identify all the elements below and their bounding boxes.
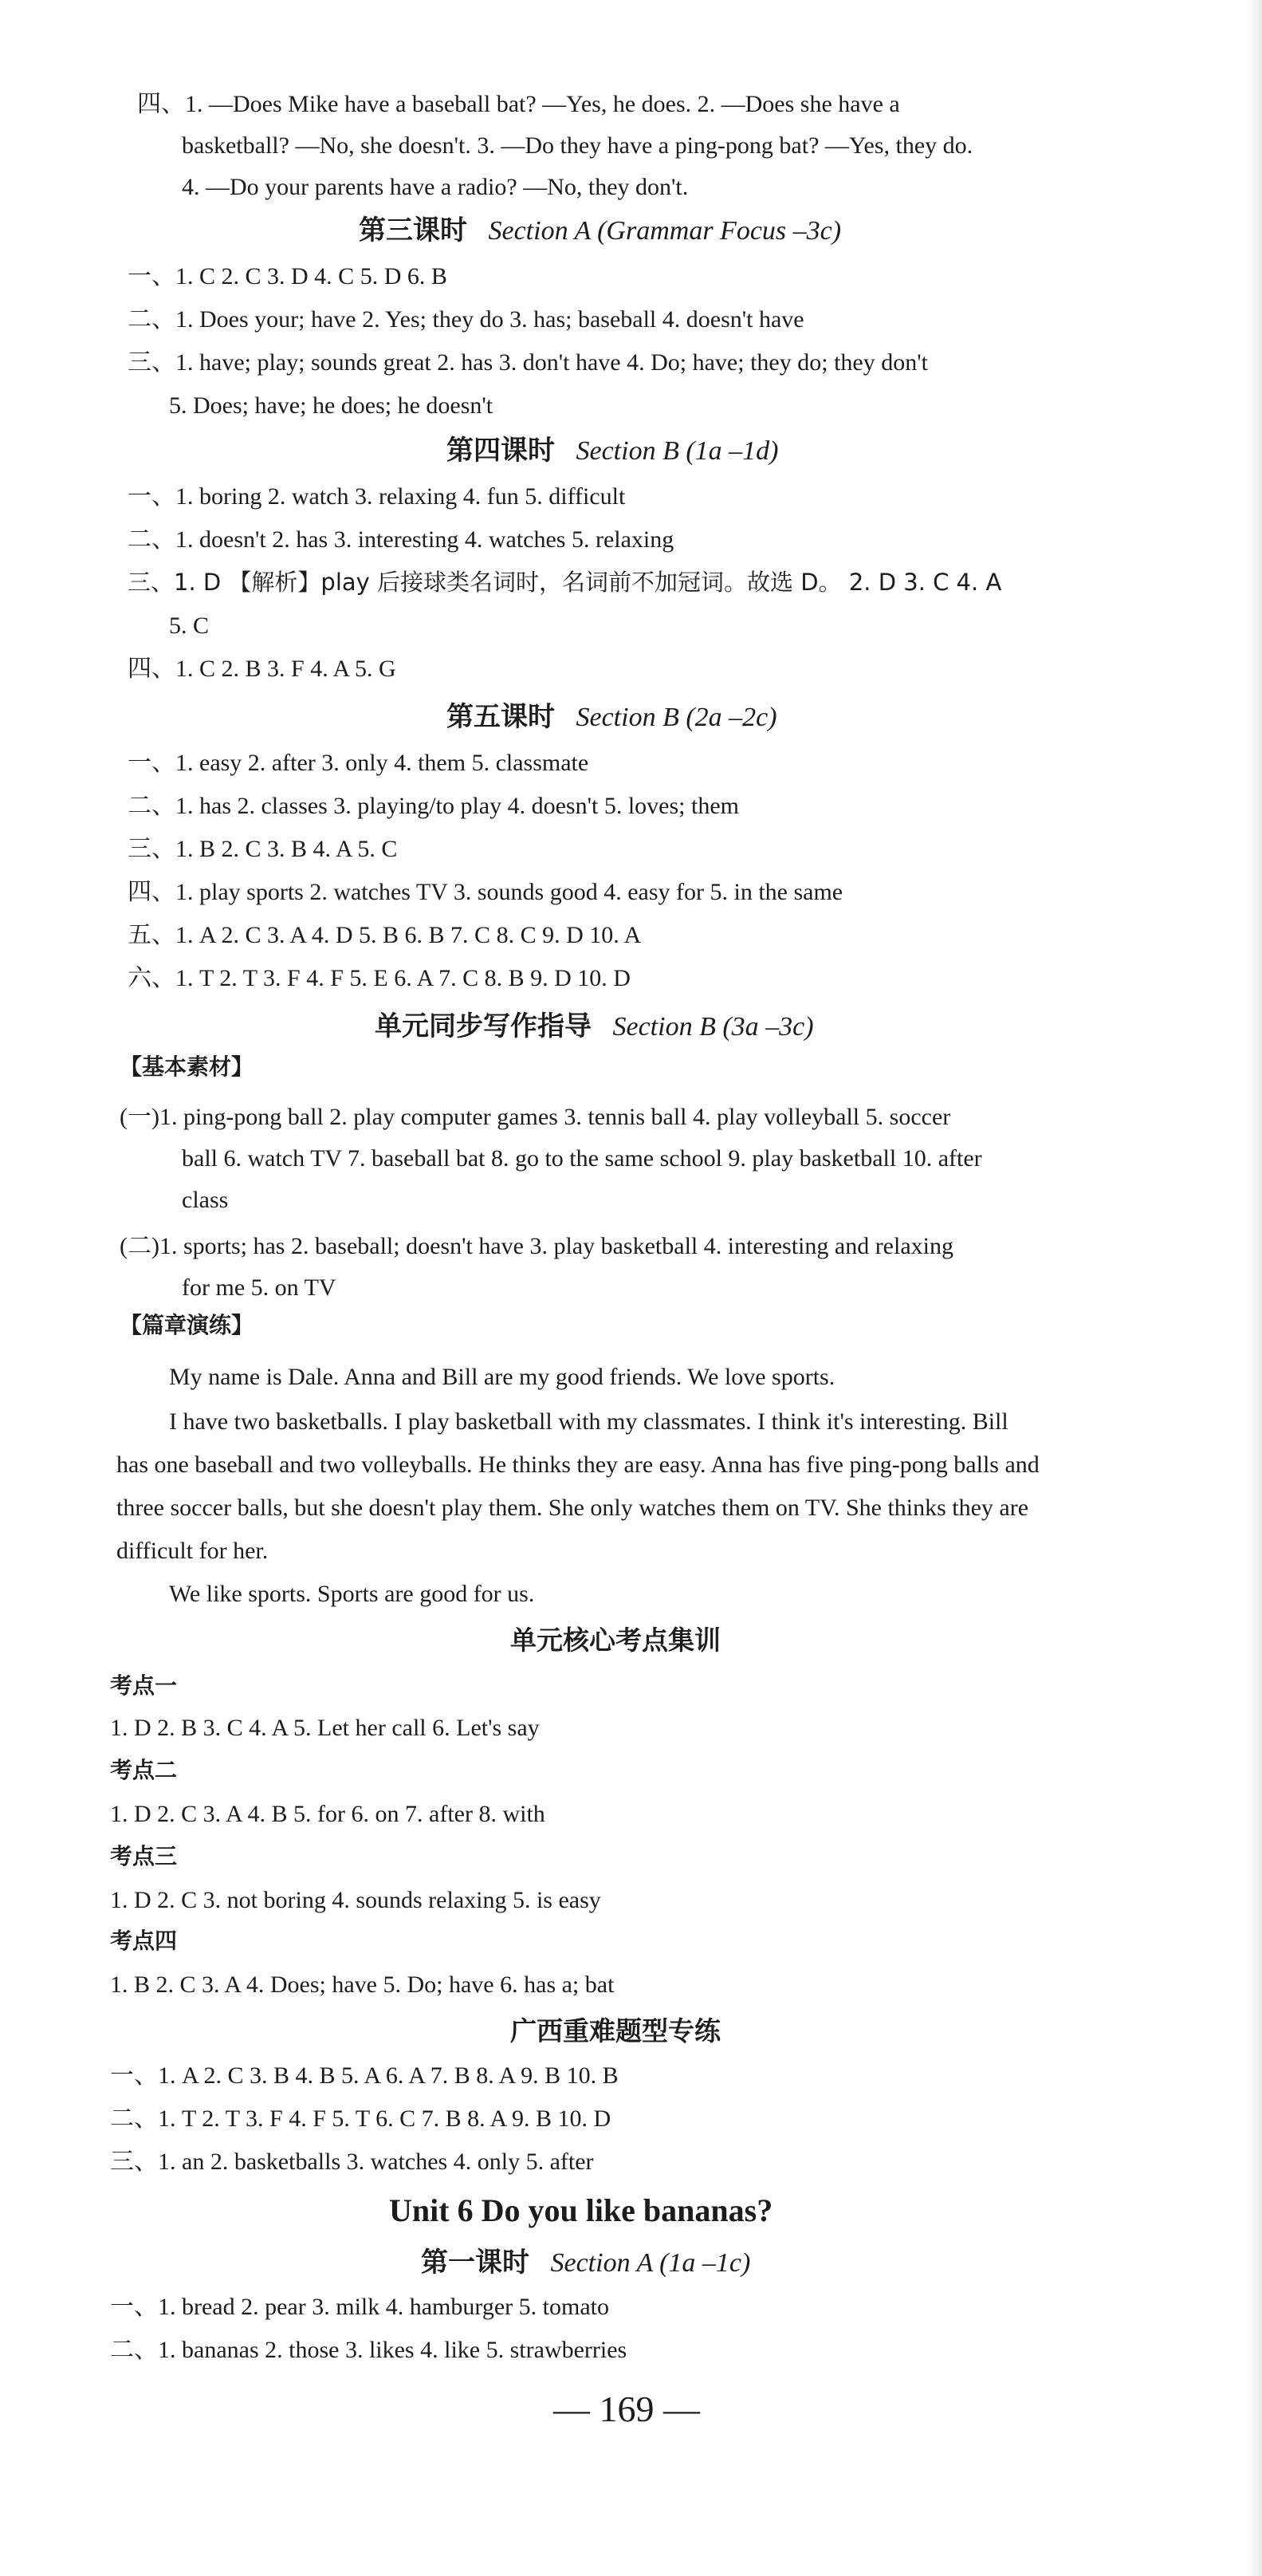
- essay-line-3: has one baseball and two volleyballs. He thinks they are easy. Anna has five ping-pong balls and: [116, 1451, 1040, 1478]
- lesson5-row-6: 六、1. T 2. T 3. F 4. F 5. E 6. A 7. C 8. B 9. D 10. D: [128, 965, 631, 991]
- page-edge-shadow: [1248, 0, 1262, 2576]
- writing-title-en: Section B (3a –3c): [612, 1012, 814, 1042]
- essay-line-5: difficult for her.: [116, 1538, 269, 1564]
- lesson5-title-en: Section B (2a –2c): [576, 703, 777, 732]
- lesson5-row-2: 二、1. has 2. classes 3. playing/to play 4. doesn't 5. loves; them: [128, 793, 739, 819]
- sec4-line-2: basketball? —No, she doesn't. 3. —Do they have a ping-pong bat? —Yes, they do.: [182, 132, 973, 159]
- sec4-line-3: 4. —Do your parents have a radio? —No, they don't.: [182, 174, 689, 200]
- lesson4-title-cn: 第四课时: [446, 435, 555, 467]
- page-number: — 169 —: [553, 2389, 700, 2429]
- core-point-1: 1. D 2. B 3. C 4. A 5. Let her call 6. Let's say: [110, 1715, 540, 1741]
- unit6-lesson1-title-cn: 第一课时: [421, 2247, 529, 2279]
- core-point-3-label: 考点三: [110, 1843, 178, 1869]
- unit6-lesson1-heading: [421, 2249, 750, 2277]
- guangxi-row-3: 三、1. an 2. basketballs 3. watches 4. only 5. after: [110, 2149, 594, 2175]
- lesson3-heading: [359, 217, 841, 245]
- guangxi-heading: 广西重难题型专练: [510, 2015, 721, 2046]
- lesson3-title-en: Section A (Grammar Focus –3c): [488, 216, 842, 246]
- essay-line-2: I have two basketballs. I play basketball with my classmates. I think it's interesting. Bill: [169, 1408, 1008, 1435]
- core-heading: 单元核心考点集训: [510, 1625, 721, 1656]
- writing-heading: [375, 1010, 814, 1042]
- essay-line-1: My name is Dale. Anna and Bill are my good friends. We love sports.: [169, 1364, 835, 1390]
- unit6-lesson1-title-en: Section A (1a –1c): [550, 2248, 751, 2278]
- writing-title-cn: 单元同步写作指导: [375, 1010, 592, 1042]
- core-point-2-label: 考点二: [110, 1757, 178, 1783]
- lesson4-heading: [446, 437, 779, 465]
- lesson5-row-4: 四、1. play sports 2. watches TV 3. sounds good 4. easy for 5. in the same: [128, 879, 843, 905]
- unit6-row-2: 二、1. bananas 2. those 3. likes 4. like 5. strawberries: [110, 2337, 627, 2363]
- lesson5-title-cn: 第五课时: [446, 701, 555, 733]
- core-point-2: 1. D 2. C 3. A 4. B 5. for 6. on 7. after 8. with: [110, 1801, 545, 1827]
- unit6-title: Unit 6 Do you like bananas?: [389, 2192, 773, 2228]
- basic-line-3: class: [182, 1187, 229, 1213]
- lesson3-row-2: 二、1. Does your; have 2. Yes; they do 3. has; baseball 4. doesn't have: [128, 306, 804, 333]
- lesson4-title-en: Section B (1a –1d): [576, 436, 779, 466]
- basic-material-tag: 【基本素材】: [120, 1054, 254, 1080]
- essay-line-6: We like sports. Sports are good for us.: [169, 1581, 535, 1607]
- lesson5-row-3: 三、1. B 2. C 3. B 4. A 5. C: [128, 836, 398, 862]
- sec4-line-1: 四、1. —Does Mike have a baseball bat? —Yes, he does. 2. —Does she have a: [137, 91, 900, 117]
- unit6-row-1: 一、1. bread 2. pear 3. milk 4. hamburger 5. tomato: [110, 2294, 609, 2320]
- essay-practice-tag: 【篇章演练】: [120, 1312, 254, 1338]
- basic-line-1: (一)1. ping-pong ball 2. play computer games 3. tennis ball 4. play volleyball 5. soccer: [120, 1104, 951, 1130]
- lesson4-row-5: 四、1. C 2. B 3. F 4. A 5. G: [128, 656, 396, 682]
- lesson3-row-3: 三、1. have; play; sounds great 2. has 3. don't have 4. Do; have; they do; they don't: [128, 349, 928, 376]
- basic-line-5: for me 5. on TV: [182, 1274, 336, 1301]
- lesson4-row-1: 一、1. boring 2. watch 3. relaxing 4. fun 5. difficult: [128, 483, 626, 510]
- lesson5-row-5: 五、1. A 2. C 3. A 4. D 5. B 6. B 7. C 8. C 9. D 10. A: [128, 922, 642, 948]
- core-point-4-label: 考点四: [110, 1928, 178, 1954]
- guangxi-row-1: 一、1. A 2. C 3. B 4. B 5. A 6. A 7. B 8. A 9. B 10. B: [110, 2062, 619, 2089]
- lesson4-row-3: 三、1. D 【解析】play 后接球类名词时，名词前不加冠词。故选 D。 2. D 3. C 4. A: [128, 569, 1002, 596]
- core-point-4: 1. B 2. C 3. A 4. Does; have 5. Do; have 6. has a; bat: [110, 1971, 615, 1998]
- lesson3-title-cn: 第三课时: [359, 215, 467, 246]
- core-point-3: 1. D 2. C 3. not boring 4. sounds relaxing 5. is easy: [110, 1887, 601, 1913]
- basic-line-2: ball 6. watch TV 7. baseball bat 8. go to the same school 9. play basketball 10. after: [182, 1145, 982, 1172]
- lesson3-row-4: 5. Does; have; he does; he doesn't: [169, 392, 493, 419]
- lesson4-row-4: 5. C: [169, 612, 210, 639]
- basic-line-4: (二)1. sports; has 2. baseball; doesn't have 3. play basketball 4. interesting and relaxing: [120, 1233, 953, 1259]
- lesson5-row-1: 一、1. easy 2. after 3. only 4. them 5. classmate: [128, 750, 589, 776]
- lesson3-row-1: 一、1. C 2. C 3. D 4. C 5. D 6. B: [128, 263, 447, 290]
- lesson5-heading: [446, 703, 777, 731]
- guangxi-row-2: 二、1. T 2. T 3. F 4. F 5. T 6. C 7. B 8. A 9. B 10. D: [110, 2105, 611, 2132]
- essay-line-4: three soccer balls, but she doesn't play them. She only watches them on TV. She thinks they are: [116, 1495, 1029, 1521]
- lesson4-row-2: 二、1. doesn't 2. has 3. interesting 4. watches 5. relaxing: [128, 526, 674, 553]
- core-point-1-label: 考点一: [110, 1672, 178, 1699]
